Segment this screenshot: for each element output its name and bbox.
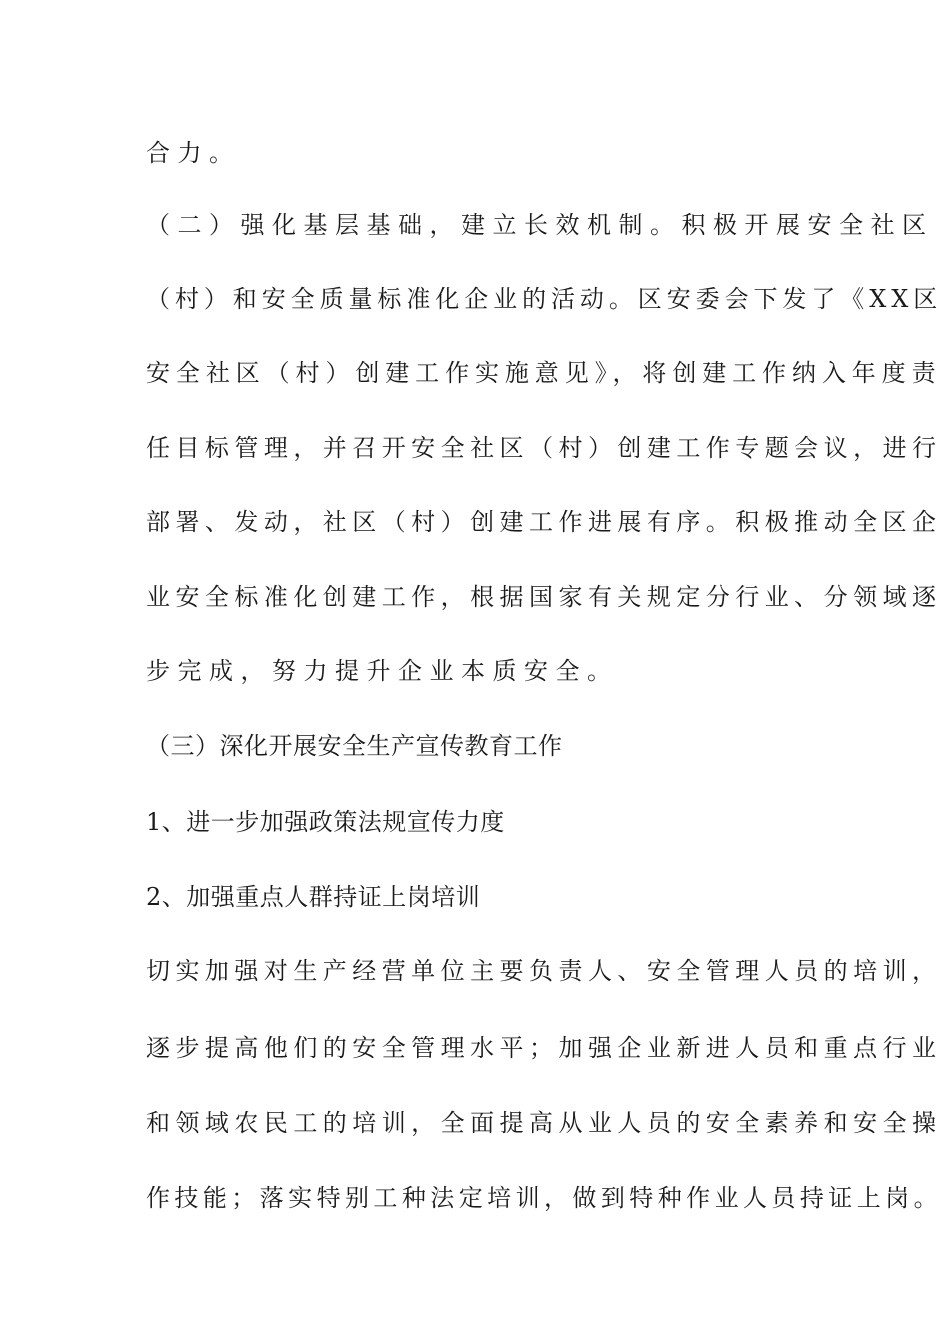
text-line-3: （村）和安全质量标准化企业的活动。区安委会下发了《XX区 <box>146 285 943 313</box>
text-line-6: 部署、发动，社区（村）创建工作进展有序。积极推动全区企 <box>146 508 942 536</box>
text-line-5: 任目标管理，并召开安全社区（村）创建工作专题会议，进行 <box>146 434 942 462</box>
text-line-13: 逐步提高他们的安全管理水平；加强企业新进人员和重点行业 <box>146 1034 942 1062</box>
text-line-8: 步完成，努力提升企业本质安全。 <box>146 657 619 685</box>
section-heading-2: （二）强化基层基础，建立长效机制。积极开展安全社区 <box>146 211 934 239</box>
text-line-7: 业安全标准化创建工作，根据国家有关规定分行业、分领域逐 <box>146 583 942 611</box>
text-line-14: 和领域农民工的培训，全面提高从业人员的安全素养和安全操 <box>146 1109 942 1137</box>
subheading-1: 1、进一步加强政策法规宣传力度 <box>146 808 505 836</box>
text-line-15: 作技能；落实特别工种法定培训，做到特种作业人员持证上岗。 <box>146 1184 942 1212</box>
text-line-12: 切实加强对生产经营单位主要负责人、安全管理人员的培训， <box>146 957 942 985</box>
subheading-2: 2、加强重点人群持证上岗培训 <box>146 883 481 911</box>
section-heading-3: （三）深化开展安全生产宣传教育工作 <box>146 732 563 760</box>
text-line-1: 合力。 <box>146 139 241 167</box>
text-line-4: 安全社区（村）创建工作实施意见》，将创建工作纳入年度责 <box>146 359 942 387</box>
